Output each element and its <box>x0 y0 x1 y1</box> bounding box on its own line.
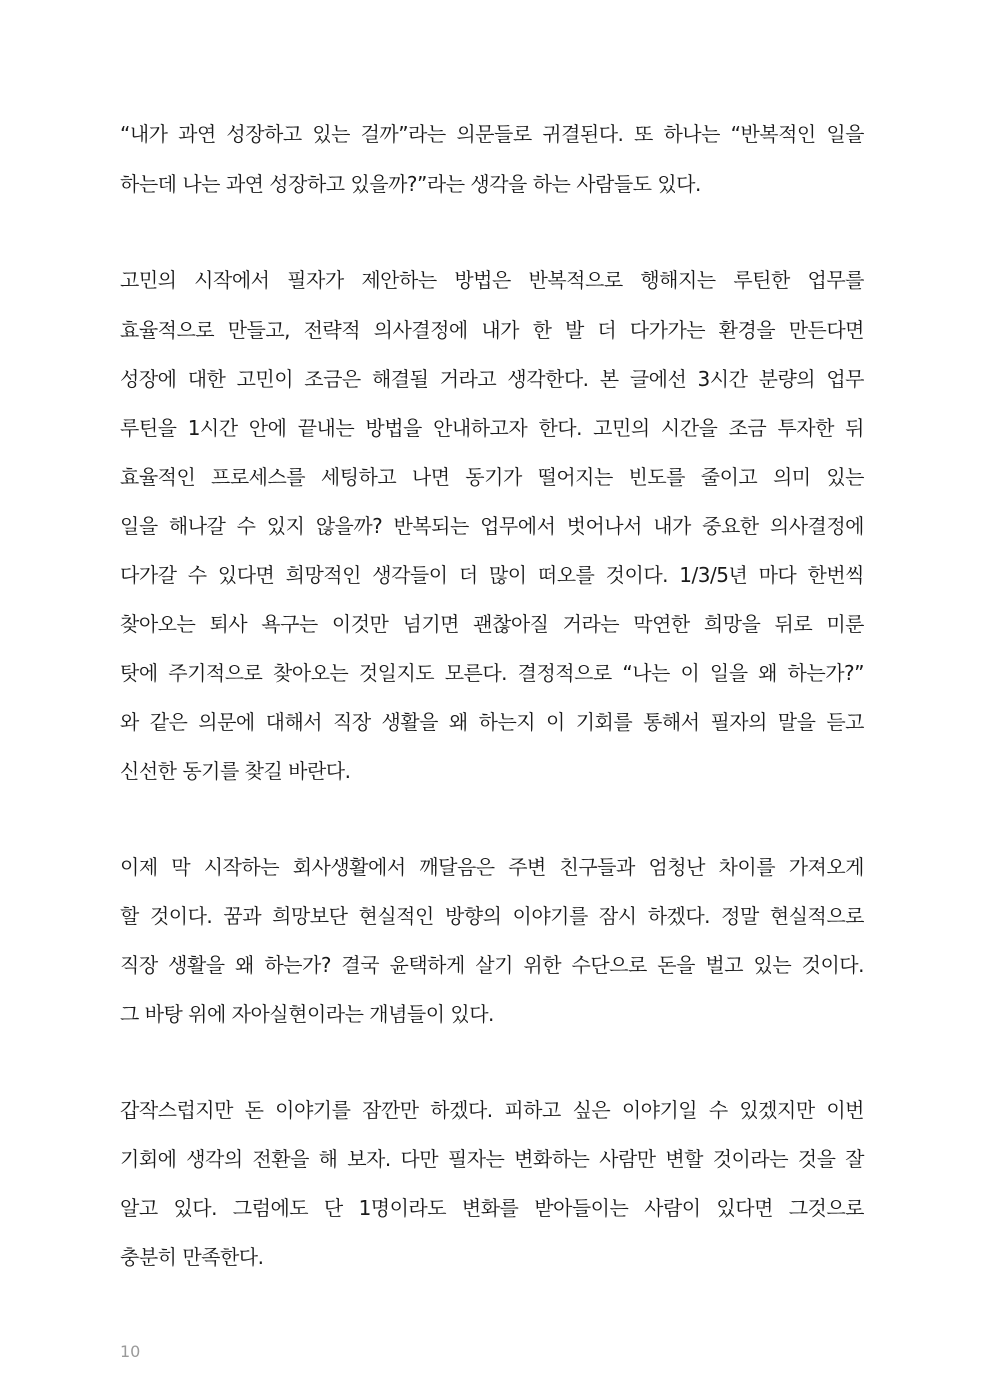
text-line: 효율적으로 만들고, 전략적 의사결정에 내가 한 발 더 다가가는 환경을 만든다면 <box>120 318 864 342</box>
text-line: 성장에 대한 고민이 조금은 해결될 거라고 생각한다. 본 글에선 3시간 분량의 업무 <box>120 367 864 391</box>
text-line: 효율적인 프로세스를 세팅하고 나면 동기가 떨어지는 빈도를 줄이고 의미 있는 <box>120 465 864 489</box>
text-line: 루틴을 1시간 안에 끝내는 방법을 안내하고자 한다. 고민의 시간을 조금 투자한 뒤 <box>120 416 864 440</box>
text-line: 기회에 생각의 전환을 해 보자. 다만 필자는 변화하는 사람만 변할 것이라는 것을 잘 <box>120 1147 864 1171</box>
text-line: 탓에 주기적으로 찾아오는 것일지도 모른다. 결정적으로 “나는 이 일을 왜 하는가?” <box>120 661 864 685</box>
text-line: 고민의 시작에서 필자가 제안하는 방법은 반복적으로 행해지는 루틴한 업무를 <box>120 268 864 292</box>
page-number: 10 <box>120 1342 141 1361</box>
text-line: 이제 막 시작하는 회사생활에서 깨달음은 주변 친구들과 엄청난 차이를 가져오게 <box>120 855 864 879</box>
text-line: 할 것이다. 꿈과 희망보단 현실적인 방향의 이야기를 잠시 하겠다. 정말 현실적으로 <box>120 904 864 928</box>
text-line: 그 바탕 위에 자아실현이라는 개념들이 있다. <box>120 1002 494 1026</box>
text-line: 일을 해나갈 수 있지 않을까? 반복되는 업무에서 벗어나서 내가 중요한 의사결정에 <box>120 514 864 538</box>
text-line: 하는데 나는 과연 성장하고 있을까?”라는 생각을 하는 사람들도 있다. <box>120 172 701 196</box>
text-line: 신선한 동기를 찾길 바란다. <box>120 759 351 783</box>
text-line: 와 같은 의문에 대해서 직장 생활을 왜 하는지 이 기회를 통해서 필자의 말을 듣고 <box>120 710 864 734</box>
text-line: 직장 생활을 왜 하는가? 결국 윤택하게 살기 위한 수단으로 돈을 벌고 있는 것이다. <box>120 953 864 977</box>
text-line: 찾아오는 퇴사 욕구는 이것만 넘기면 괜찮아질 거라는 막연한 희망을 뒤로 미룬 <box>120 612 864 636</box>
text-line: “내가 과연 성장하고 있는 걸까”라는 의문들로 귀결된다. 또 하나는 “반복적인 일을 <box>120 122 864 146</box>
text-line: 충분히 만족한다. <box>120 1245 264 1269</box>
text-line: 갑작스럽지만 돈 이야기를 잠깐만 하겠다. 피하고 싶은 이야기일 수 있겠지만 이번 <box>120 1098 864 1122</box>
text-line: 다가갈 수 있다면 희망적인 생각들이 더 많이 떠오를 것이다. 1/3/5년 마다 한번씩 <box>120 563 864 587</box>
text-line: 알고 있다. 그럼에도 단 1명이라도 변화를 받아들이는 사람이 있다면 그것으로 <box>120 1196 864 1220</box>
